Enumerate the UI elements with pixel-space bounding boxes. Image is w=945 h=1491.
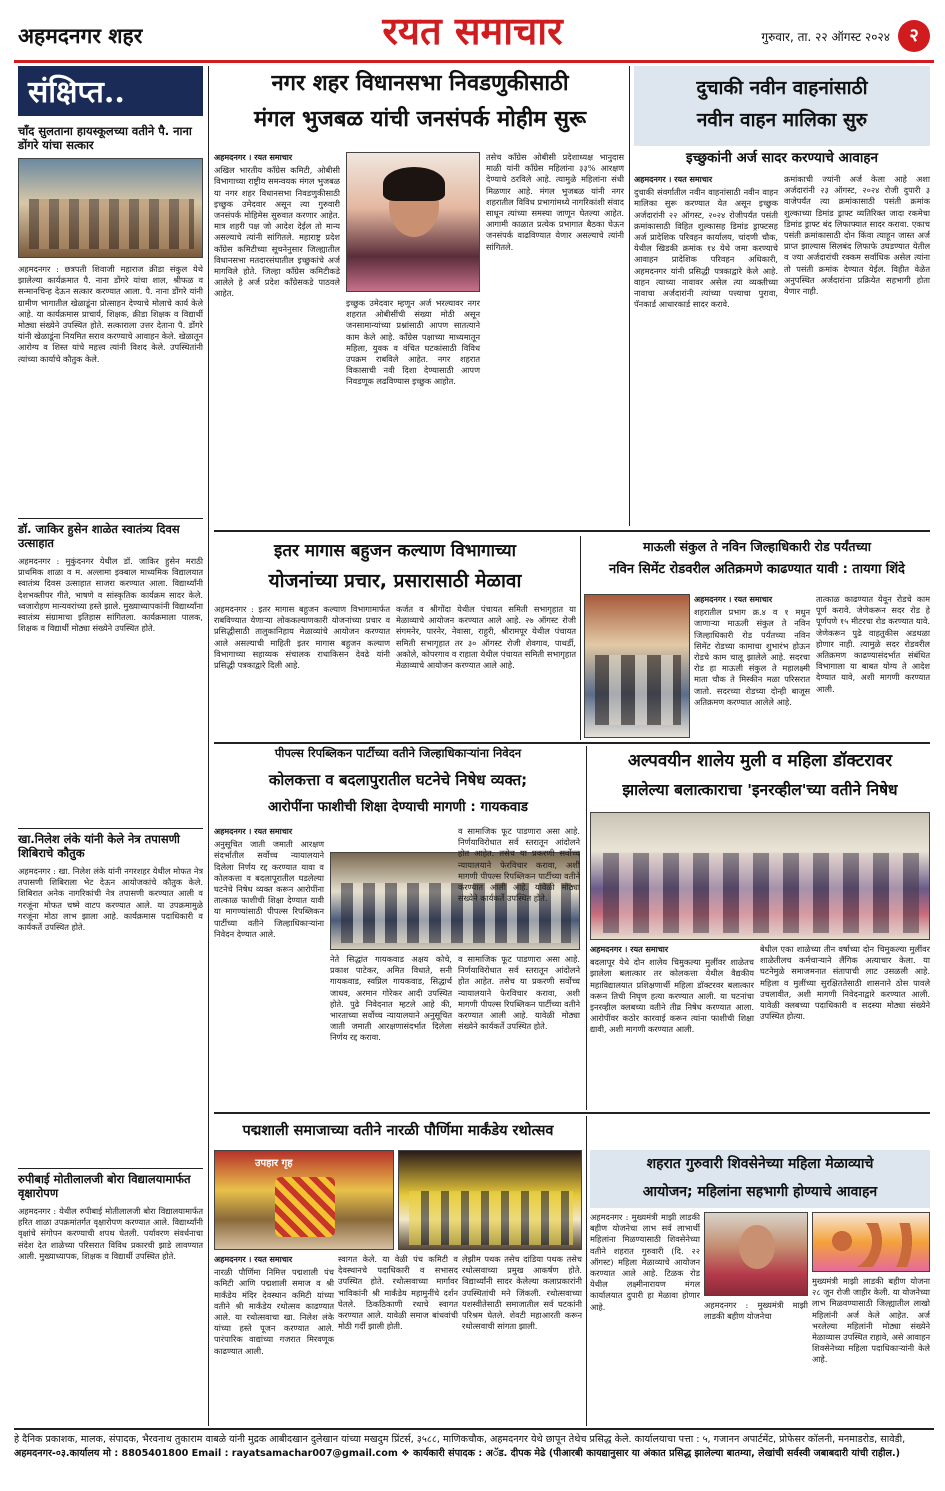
- column-rule: [586, 1116, 587, 1426]
- divider: [18, 1168, 203, 1169]
- lead-col1-text: अखिल भारतीय काँग्रेस कमिटी, ओबीसी विभागाच्या राष्ट्रीय समन्वयक मंगल भुजबळ या नगर शहर विधानसभा निवडणुकीसाठी इच्छुक उमेदवार असून त्या गुरुवारी जनसंपर्क मोहिमेस सुरुवात करणार आहेत. मात्र शहरी पक्ष जो आदेश देईल तो मान्य असल्याचे त्यांनी सांगितले. महाराष्ट्र प्रदेश काँग्रेस कमिटीच्या सूचनेनुसार जिल्ह्यातील विधानसभा मतदारसंघातील इच्छुकांचे अर्ज मागविले होते. जिल्हा काँग्रेस कमिटीकडे आलेले हे अर्ज प्रदेश काँग्रेसकडे पाठवले आहेत.: [214, 165, 340, 299]
- shivsena-col1: [590, 1212, 700, 1422]
- mauli-headline: [584, 536, 930, 590]
- lead-col2: इच्छुक उमेदवार म्हणून अर्ज भरल्यावर नगर शहरात ओबीसींची संख्या मोठी असून जनसामान्यांच्या प्रश्नांसाठी आपण सातत्याने काम केले आहे. काँग्रेस पक्षाच्या माध्यमातून महिला, युवक व वंचित घटकांसाठी विविध उपक्रम राबविले आहेत. नगर शहरात विकासाची नवी दिशा देण्यासाठी आपण निवडणूक लढविण्यास इच्छुक आहोत.: [346, 298, 480, 387]
- sankshipt-item4-headline: रुपीबाई मोतीलालजी बोरा विद्यालयामार्फत वृक्षारोपण: [18, 1172, 191, 1200]
- sankshipt-item2-body: अहमदनगर : मुकुंदनगर येथील डॉ. जाकिर हुसेन मराठी प्राथमिक शाळा व म. अल्लामा इक्बाल माध्यमिक विद्यालयात स्वातंत्र्य दिवस उत्साहात साजरा करण्यात आला. विद्यार्थ्यांनी देशभक्तीपर गीते, भाषणे व सांस्कृतिक कार्यक्रम सादर केले. ध्वजारोहण मान्यवरांच्या हस्ते झाले. मुख्याध्यापकांनी विद्यार्थ्यांना स्वातंत्र्य संग्रामाचा इतिहास सांगितला. कार्यक्रमाला पालक, शिक्षक व विद्यार्थी मोठ्या संख्येने उपस्थित होते.: [18, 556, 203, 634]
- footer-imprint: [14, 1433, 934, 1485]
- peoples-col1-text: अनुसूचित जाती जमाती आरक्षण संदर्भातील सर्वोच्च न्यायालयाने दिलेला निर्णय रद्द करण्यात यावा व कोलकत्ता व बदलापूरातील घडलेल्या घटनेचे निषेध व्यक्त करून आरोपींना तात्काळ फाशीची शिक्षा देण्यात यावी या मागण्यांसाठी पीपल्स रिपब्लिकन पार्टीच्या वतीने जिल्हाधिकाऱ्यांना निवेदन देण्यात आले.: [214, 839, 324, 939]
- column-rule: [586, 746, 587, 1110]
- peoples-col1: [214, 826, 324, 1106]
- rathotsav-photo-2: [398, 1150, 582, 1250]
- divider: [18, 518, 203, 519]
- vehicle-byline: अहमदनगर । रयत समाचार: [634, 175, 713, 184]
- vehicle-headline-line2: नवीन वाहन मालिका सुरु: [696, 109, 868, 131]
- satkar-photo: [18, 158, 203, 258]
- mauli-col2: तात्काळ काढण्यात येवून रोडचे काम पूर्ण करावे. जेणेकरून सदर रोड हे पूर्णपणे १५ मीटरचा रोड करण्यात यावे. जेणेकरून पुढे वाहतुकीस अडथळा होणार नाही. त्यामुळे सदर रोडवरील अतिक्रमण काढण्यासंदर्भात संबंधित विभागाला या बाबत योग्य ते आदेश देण्यात यावे, अशी मागणी करण्यात आली.: [816, 594, 930, 694]
- photo-sign-text: उपहार गृह: [255, 1158, 293, 1169]
- lead-col3: तसेच काँग्रेस ओबीसी प्रदेशाध्यक्ष भानुदास माळी यांनी काँग्रेस महिलांना ३३% आरक्षण देण्याचे ठरविले आहे. त्यामुळे महिलांना संधी मिळणार आहे. मंगल भुजबळ यांनी नगर शहरातील विविध प्रभागांमध्ये नागरिकांशी संवाद साधून त्यांच्या समस्या जाणून घेतल्या आहेत. आगामी काळात प्रत्येक प्रभागात बैठका घेऊन जनसंपर्क वाढविण्यात येणार असल्याचे त्यांनी सांगितले.: [486, 152, 624, 252]
- peoples-col3-text: व सामाजिक फूट पाडणारा असा आहे. निर्णयाविरोधात सर्व स्तरातून आंदोलने होत आहेत. तसेच या प्रकरणी सर्वोच्च न्यायालयाने फेरविचार करावा, अशी मागणी पीपल्स रिपब्लिकन पार्टीच्या वतीने करण्यात आली आहे. यावेळी मोठ्या संख्येने कार्यकर्ते उपस्थित होते.: [458, 954, 580, 1032]
- sankshipt-banner: [18, 66, 203, 116]
- mauli-byline: अहमदनगर । रयत समाचार: [694, 595, 773, 604]
- issue-date: गुरुवार, ता. २२ ऑगस्ट २०२४: [761, 30, 890, 44]
- shivsena-headline-box: [590, 1150, 930, 1208]
- peoples-col3: व सामाजिक फूट पाडणारा असा आहे. निर्णयाविरोधात सर्व स्तरातून आंदोलने होत आहेत. तसेच या प्रकरणी सर्वोच्च न्यायालयाने फेरविचार करावा, अशी मागणी पीपल्स रिपब्लिकन पार्टीच्या वतीने करण्यात आली आहे. यावेळी मोठ्या संख्येने कार्यकर्ते उपस्थित होते.: [458, 826, 580, 904]
- shivsena-leader-photo: [704, 1212, 808, 1296]
- divider: [18, 828, 203, 829]
- shivsena-poster-photo: [812, 1212, 930, 1272]
- peoples-headline-line2: आरोपींना फाशीची शिक्षा देण्याची मागणी : गायकवाड: [268, 799, 528, 815]
- sankshipt-item1-headline: चाँद सुलताना हायस्कूलच्या वतीने पै. नाना डोंगरे यांचा सत्कार: [18, 124, 192, 152]
- shivsena-byline: अहमदनगर : मुख्यमंत्री माझी लाडकी बहीण योजनेचा: [704, 1300, 808, 1322]
- lead-headline-line2: मंगल भुजबळ यांची जनसंपर्क मोहीम सुरू: [253, 107, 587, 132]
- sankshipt-item4-body: अहमदनगर : येथील रुपीबाई मोतीलालजी बोरा विद्यालयामार्फत हरित शाळा उपक्रमांतर्गत वृक्षारोपण करण्यात आले. विद्यार्थ्यांनी वृक्षांचे संगोपन करण्याची शपथ घेतली. पर्यावरण संवर्धनाचा संदेश देत शाळेच्या परिसरात विविध प्रकारची झाडे लावण्यात आली. मुख्याध्यापक, शिक्षक व विद्यार्थी उपस्थित होते.: [18, 1206, 203, 1261]
- padmashali-col3: लेझीम पथक तसेच दांडिया पथक तसेच रथोत्सवाच्या प्रमुख आकर्षण होते. विद्यार्थ्यांनी सादर केलेल्या कलाप्रकारांनी उपस्थितांची मने जिंकली. रथोत्सवाच्या यशस्वीतेसाठी समाजातील सर्व घटकांनी परिश्रम घेतले. शेवटी महाआरती करून रथोत्सवाची सांगता झाली.: [462, 1254, 582, 1332]
- mangal-bhujbal-portrait: [346, 152, 480, 292]
- sankshipt-item2-headline: डॉ. जाकिर हुसेन शाळेत स्वातंत्र्य दिवस उत्साहात: [18, 522, 180, 550]
- section-rule: [214, 1112, 930, 1114]
- newspaper-title: रयत समाचार: [382, 8, 563, 53]
- masthead-rule: [14, 60, 934, 63]
- peoples-headline-line1: कोलकत्ता व बदलापुरातील घटनेचे निषेध व्यक्त;: [268, 771, 528, 789]
- innerwheel-headline-line2: झालेल्या बलात्काराचा 'इनरव्हील'च्या वतीने निषेध: [622, 781, 898, 799]
- padmashali-byline: अहमदनगर । रयत समाचार: [214, 1255, 293, 1264]
- photo-people-icon: [29, 199, 194, 249]
- column-rule: [629, 66, 630, 526]
- portrait-face-icon: [739, 1225, 775, 1269]
- lead-headline: [214, 66, 626, 146]
- obc-headline: [214, 536, 576, 600]
- page-number: २: [898, 20, 930, 52]
- vehicle-headline-line1: दुचाकी नवीन वाहनांसाठी: [696, 77, 868, 99]
- shivsena-col2: मुख्यमंत्री माझी लाडकी बहीण योजना २८ जून रोजी जाहीर केली. या योजनेच्या लाभ मिळवण्यासाठी जिल्ह्यातील लाखो महिलांनी अर्ज केले आहेत. अर्ज भरलेल्या महिलांनी मोठ्या संख्येने मेळाव्यास उपस्थित राहावे, असे आवाहन शिवसेनेच्या महिला पदाधिकाऱ्यांनी केले आहे.: [812, 1276, 930, 1365]
- section-name: अहमदनगर शहर: [18, 24, 143, 48]
- innerwheel-headline: [590, 746, 930, 808]
- mauli-headline-line1: माऊली संकुल ते नविन जिल्हाधिकारी रोड पर्यंतच्या: [643, 539, 871, 554]
- footer-line1: हे दैनिक प्रकाशक, मालक, संपादक, भैरवनाथ तुकाराम वाबळे यांनी मुद्रक आबीदखान दुलेखान यांच्या मखदुम प्रिंटर्स, ३५८८, माणिकचौक, अहमदनगर येथे छापून तेथेच प्रसिद्ध केले. कार्यालयाचा पत्ता : ५, गजानन अपार्टमेंट, प्रोफेसर कॉलनी, मनमाडरोड, सावेडी,: [14, 1434, 906, 1445]
- shivsena-headline-line2: आयोजन; महिलांना सहभागी होण्याचे आवाहन: [642, 1184, 878, 1200]
- section-rule: [214, 530, 930, 532]
- peoples-kicker: पीपल्स रिपब्लिकन पार्टीच्या वतीने जिल्हाधिकाऱ्यांना निवेदन: [274, 746, 522, 760]
- photo-people-icon: [603, 853, 919, 933]
- footer-line2: अहमदनगर-०३.कार्यालय मो : 8805401800 Email : rayatsamachar007@gmail.com ❖ कार्यकारी संपादक : अॅड. दीपक मेढे (पीआरबी कायद्यानुसार या अंकात प्रसिद्ध झालेल्या बातम्या, लेखांची सर्वस्वी जबाबदारी यांची राहील.): [14, 1448, 900, 1459]
- innerwheel-col1-text: बदलापूर येथे दोन शालेय चिमुकल्या मुलींवर शाळेतच झालेला बलात्कार तर कोलकत्ता येथील वैद्यकीय महाविद्यालयात प्रशिक्षणार्थी महिला डॉक्टरवर बलात्कार करून तिची निघृण हत्या करण्यात आली. या घटनांचा इनरव्हील क्लबच्या वतीने तीव्र निषेध करण्यात आला. आरोपींवर कठोर कारवाई करून त्यांना फाशीची शिक्षा द्यावी, अशी मागणी करण्यात आली.: [590, 957, 754, 1035]
- lead-headline-line1: नगर शहर विधानसभा निवडणुकीसाठी: [271, 71, 569, 96]
- innerwheel-col2: बेधील एका शाळेच्या तीन वर्षाच्या दोन चिमुकल्या मुलींवर शाळेतीलच कर्मचाऱ्याने लैंगिक अत्याचार केला. या घटनेमुळे समाजमनात संतापाची लाट उसळली आहे. महिला व मुलींच्या सुरक्षिततेसाठी शासनाने ठोस पावले उचलावीत, अशी मागणी निवेदनाद्वारे करण्यात आली. यावेळी क्लबच्या पदाधिकारी व सदस्या मोठ्या संख्येने उपस्थित होत्या.: [760, 944, 930, 1022]
- peoples-headline: [214, 766, 582, 822]
- photo-people-icon: [595, 655, 681, 725]
- obc-headline-line2: योजनांच्या प्रचार, प्रसारासाठी मेळावा: [268, 570, 522, 592]
- mauli-col1-text: शहरातील प्रभाग क्र.४ व १ मधुन जाणाऱ्या माऊली संकुल ते नविन जिल्हाधिकारी रोड पर्यंतच्या नविन सिमेंट रोडच्या कामाचा शुभारंभ होऊन रोडचे काम चालू झालेले आहे. सदरचा रोड हा माऊली संकुल ते महालक्ष्मी माता चौक ते मिस्कीन मळा परिसरात जातो. सदरच्या रोडच्या दोन्ही बाजूस अतिक्रमण करण्यात आलेले आहे.: [694, 607, 810, 707]
- innerwheel-col1: [590, 944, 754, 1108]
- innerwheel-headline-line1: अल्पवयीन शालेय मुली व महिला डॉक्टरावर: [627, 751, 893, 771]
- vehicle-headline-box: [634, 66, 930, 146]
- innerwheel-byline: अहमदनगर । रयत समाचार: [590, 945, 669, 954]
- innerwheel-photo: [590, 812, 930, 940]
- padmashali-col2: स्वागत केले. या वेळी पंच कमिटी व देवस्थानचे पदाधिकारी व सभासद उपस्थित होते. रथोत्सवाच्या मार्गावर भाविकांनी श्री मार्कंडेय महामुनींचे दर्शन घेतले. ठिकठिकाणी रथाचे स्वागत करण्यात आले. यावेळी समाज बांधवांची मोठी गर्दी झाली होती.: [338, 1254, 458, 1332]
- rathotsav-photo-1: [214, 1150, 394, 1250]
- photo-people-icon: [409, 1191, 573, 1245]
- peoples-col3-cont: [458, 954, 580, 1106]
- sankshipt-item3-headline: खा.निलेश लंके यांनी केले नेत्र तपासणी शिबिराचे कौतुक: [18, 832, 180, 860]
- lead-col1: [214, 152, 340, 524]
- shivsena-headline-line1: शहरात गुरुवारी शिवसेनेच्या महिला मेळाव्याचे: [646, 1156, 874, 1172]
- portrait-hair-icon: [383, 167, 445, 201]
- shivsena-col2-extra: [704, 1300, 808, 1422]
- column-rule: [580, 536, 581, 740]
- section-rule: [214, 742, 930, 744]
- shivsena-col1-text: अहमदनगर : मुख्यमंत्री माझी लाडकी बहीण योजनेचा लाभ सर्व लाभार्थी महिलांना मिळण्यासाठी शिवसेनेच्या वतीने शहरात गुरुवारी (दि. २२ ऑगस्ट) महिला मेळाव्याचे आयोजन करण्यात आले आहे. टिळक रोड येथील लक्ष्मीनारायण मंगल कार्यालयात दुपारी हा मेळावा होणार आहे.: [590, 1212, 700, 1312]
- footer-rule: [14, 1428, 934, 1430]
- lead-byline: अहमदनगर । रयत समाचार: [214, 153, 293, 162]
- sankshipt-label: संक्षिप्त..: [28, 75, 125, 110]
- mauli-headline-line2: नविन सिमेंट रोडवरील अतिक्रमणे काढण्यात यावी : तायगा शिंदे: [609, 562, 905, 577]
- vehicle-col1: [634, 174, 778, 524]
- padmashali-headline: पद्मशाली समाजाच्या वतीने नारळी पौर्णिमा मार्कंडेय रथोत्सव: [242, 1123, 554, 1139]
- padmashali-col1: [214, 1254, 334, 1422]
- obc-col1-text: अहमदनगर : इतर मागास बहुजन कल्याण विभागामार्फत राबविण्यात येणाऱ्या लोककल्याणकारी योजनांच्या प्रचार व प्रसिद्धीसाठी तालुकानिहाय मेळाव्यांचे आयोजन करण्यात आले असल्याची माहिती इतर मागास बहुजन कल्याण विभागाच्या सहाय्यक संचालक राधाकिसन देवढे यांनी प्रसिद्धी पत्रकाद्वारे दिली आहे.: [214, 604, 390, 671]
- obc-col1: [214, 604, 390, 738]
- obc-headline-line1: इतर मागास बहुजन कल्याण विभागाच्या: [273, 541, 517, 561]
- peoples-col2: नेते सिद्धांत गायकवाड अक्षय कोचे, प्रकाश पाटेकर, अमित विधाते, सनी गायकवाड, स्वप्निल गायकवाड, सिद्धार्थ जाधव, अरमान गोरेकर आदी उपस्थित होते. पुढे निवेदनात म्हटले आहे की, भारताच्या सर्वोच्च न्यायालयाने अनुसूचित जाती जमाती आरक्षणासंदर्भात दिलेला निर्णय रद्द करावा.: [330, 954, 452, 1043]
- poster-women-icon: [827, 1223, 917, 1267]
- padmashali-col1-text: नारळी पौर्णिमा निमित्त पद्मशाली पंच कमिटी आणि पद्मशाली समाज व श्री मार्कंडेय मंदिर देवस्थान कमिटी यांच्या वतीने श्री मार्कंडेय रथोत्सव काढण्यात आले. या रथोत्सवाचा खा. निलेश लंके यांच्या हस्ते पूजन करण्यात आले. पारंपारिक वाद्यांच्या गजरात मिरवणूक काढण्यात आली.: [214, 1267, 334, 1356]
- vehicle-col2: क्रमांकाची ज्यांनी अर्ज केला आहे अशा अर्जदारांनी २३ ऑगस्ट, २०२४ रोजी दुपारी ३ वाजेपर्यंत त्या क्रमांकासाठी पसंती क्रमांक शुल्काच्या डिमांड ड्राफ्ट व्यतिरिक्त जादा रकमेचा डिमांड ड्राफ्ट बंद लिफाफ्यात सादर करावा. एकाच पसंती क्रमांकासाठी दोन किंवा त्याहून जास्त अर्ज प्राप्त झाल्यास सिलबंद लिफाफे उघडण्यात येतील व ज्या अर्जदारांची रक्कम सर्वाधिक असेल त्यांना तो पसंती क्रमांक देण्यात येईल. विहीत वेळेत अनुपस्थित अर्जदारांना प्रक्रियेत सहभागी होता येणार नाही.: [784, 174, 930, 297]
- obc-col2: कर्जत व श्रीगोंदा येथील पंचायत समिती सभागृहात या मेळाव्याचे आयोजन करण्यात आले आहे. २७ ऑगस्ट रोजी संगमनेर, पारनेर, नेवासा, राहुरी, श्रीरामपूर येथील पंचायत समिती सभागृहात तर ३० ऑगस्ट रोजी शेवगाव, पाथर्डी, अकोले, कोपरगाव व राहाता येथील पंचायत समिती सभागृहात मेळाव्याचे आयोजन करण्यात आले आहे.: [396, 604, 576, 671]
- masthead: [0, 0, 945, 62]
- column-rule: [208, 66, 209, 1426]
- mauli-col1: [694, 594, 810, 738]
- photo-chariot-icon: [275, 1177, 335, 1237]
- sankshipt-item3-body: अहमदनगर : खा. निलेश लंके यांनी नगरशहर येथील मोफत नेत्र तपासणी शिबिराला भेट देऊन आयोजकांचे कौतुक केले. शिबिरात अनेक नागरिकांची नेत्र तपासणी करण्यात आली व गरजूंना मोफत चष्मे वाटप करण्यात आले. या उपक्रमामुळे गरजूंना मोठा लाभ झाला आहे. कार्यक्रमास पदाधिकारी व कार्यकर्ते उपस्थित होते.: [18, 866, 203, 933]
- vehicle-col1-text: दुचाकी संवर्गातील नवीन वाहनांसाठी नवीन वाहन मालिका सुरू करण्यात येत असून इच्छुक अर्जदारांनी २२ ऑगस्ट, २०२४ रोजीपर्यंत पसंती क्रमांकासाठी विहित शुल्कासह डिमांड ड्राफ्टसह अर्ज प्रादेशिक परिवहन कार्यालय, चांदणी चौक, येथील खिडकी क्रमांक १४ येथे जमा करण्याचे आवाहन प्रादेशिक परिवहन अधिकारी, अहमदनगर यांनी प्रसिद्धी पत्रकाद्वारे केले आहे. वाहन त्याच्या नावावर असेल त्या व्यक्तीच्या नावाचा अर्जदारांनी त्यांच्या पत्त्याचा पुरावा, पॅनकार्ड आधारकार्ड सादर करावे.: [634, 187, 778, 310]
- mauli-meeting-photo: [584, 594, 690, 738]
- peoples-byline: अहमदनगर । रयत समाचार: [214, 827, 293, 836]
- sankshipt-item1-body: अहमदनगर : छत्रपती शिवाजी महाराज क्रीडा संकुल येथे झालेल्या कार्यक्रमात पै. नाना डोंगरे यांचा शाल, श्रीफळ व सन्मानचिन्ह देऊन सत्कार करण्यात आला. पै. नाना डोंगरे यांनी ग्रामीण भागातील खेळाडूंना प्रोत्साहन देण्याचे मोलाचे कार्य केले आहे. या कार्यक्रमास प्राचार्य, शिक्षक, क्रीडा शिक्षक व विद्यार्थी मोठ्या संख्येने उपस्थित होते. सत्काराला उत्तर देताना पै. डोंगरे यांनी खेळाडूंना नियमित सराव करण्याचे आवाहन केले. खेळातून आरोग्य व शिस्त यांचे महत्त्व त्यांनी विशद केले. उपस्थितांनी त्यांच्या कार्याचे कौतुक केले.: [18, 264, 203, 364]
- vehicle-subhead: इच्छुकांनी अर्ज सादर करण्याचे आवाहन: [685, 150, 879, 166]
